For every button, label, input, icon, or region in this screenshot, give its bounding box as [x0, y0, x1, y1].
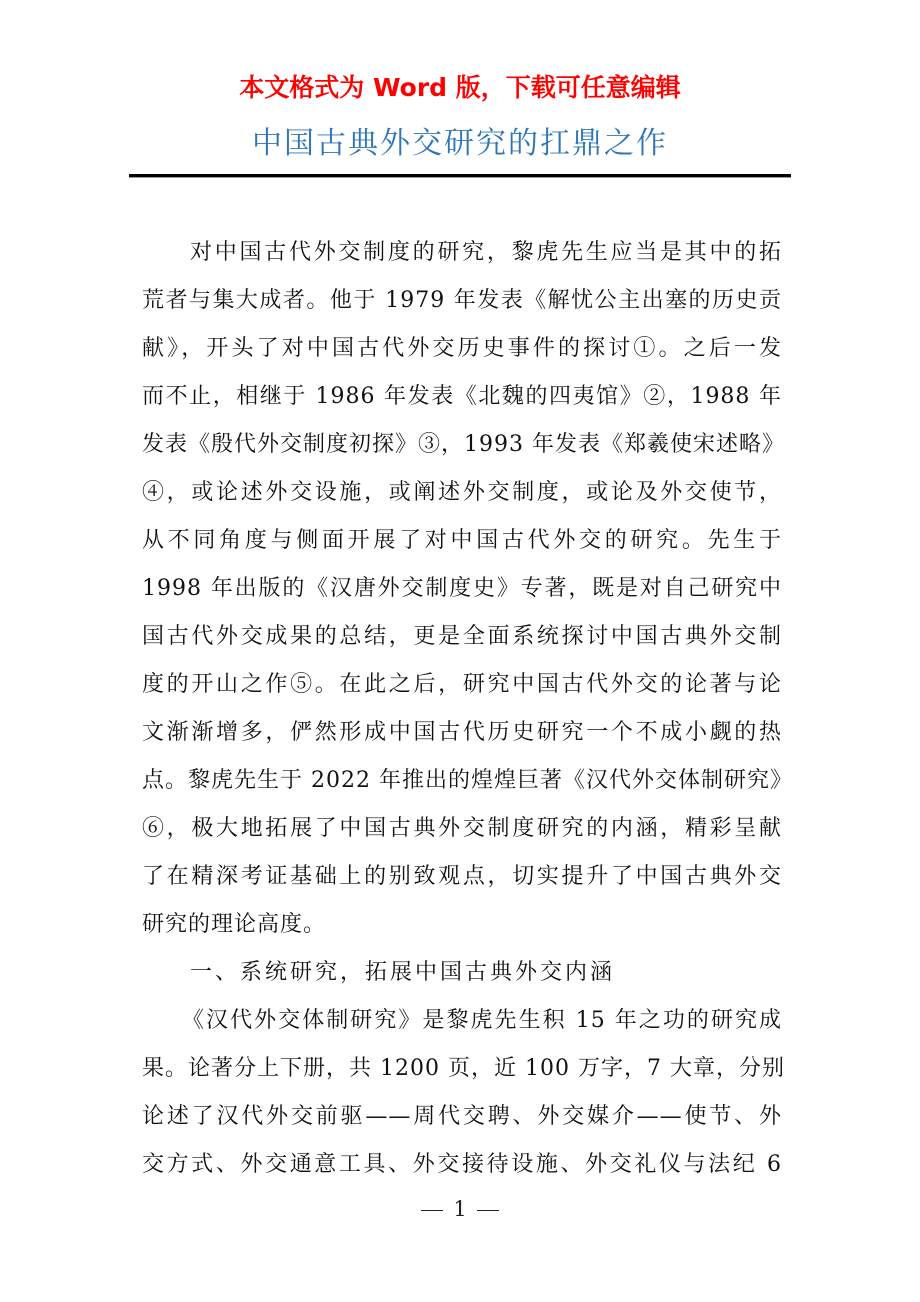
- text-line: ④，或论述外交设施，或阐述外交制度，或论及外交使节，: [142, 480, 782, 505]
- paragraph-intro: [142, 229, 793, 949]
- text-line: 了在精深考证基础上的别致观点，切实提升了中国古典外交: [142, 864, 782, 889]
- page-number: 1: [453, 1197, 467, 1221]
- text-line: 而不止，相继于 1986 年发表《北魏的四夷馆》②，1988 年: [142, 384, 782, 409]
- text-line: 《汉代外交体制研究》是黎虎先生积 15 年之功的研究成: [182, 1008, 782, 1033]
- text-line: 文渐渐增多，俨然形成中国古代历史研究一个不成小觑的热: [142, 720, 782, 745]
- text-line: 点。黎虎先生于 2022 年推出的煌煌巨著《汉代外交体制研究》: [142, 768, 793, 793]
- text-line: 度的开山之作⑤。在此之后，研究中国古代外交的论著与论: [142, 672, 782, 697]
- text-line: 国古代外交成果的总结，更是全面系统探讨中国古典外交制: [142, 624, 782, 649]
- text-line: 荒者与集大成者。他于 1979 年发表《解忧公主出塞的历史贡: [142, 288, 782, 313]
- title-divider: [129, 174, 791, 178]
- text-line: 1998 年出版的《汉唐外交制度史》专著，既是对自己研究中: [142, 576, 782, 601]
- text-line: 研究的理论高度。: [142, 912, 327, 937]
- section-heading: 一、系统研究，拓展中国古典外交内涵: [190, 960, 616, 985]
- text-line: 交方式、外交通意工具、外交接待设施、外交礼仪与法纪 6: [142, 1152, 782, 1177]
- text-line: 从不同角度与侧面开展了对中国古代外交的研究。先生于: [142, 528, 782, 553]
- editable-format-banner: 本文格式为 Word 版，下载可任意编辑: [239, 73, 681, 102]
- text-line: 献》，开头了对中国古代外交历史事件的探讨①。之后一发: [142, 336, 782, 361]
- document-body: [142, 229, 793, 1189]
- document-title: 中国古典外交研究的扛鼎之作: [252, 126, 668, 161]
- text-line: 果。论著分上下册，共 1200 页，近 100 万字，7 大章，分别: [142, 1056, 785, 1081]
- footer-dash-right: [477, 1210, 499, 1211]
- page-footer: [0, 1194, 920, 1224]
- text-line: 论述了汉代外交前驱——周代交聘、外交媒介——使节、外: [142, 1104, 782, 1129]
- text-line: 发表《殷代外交制度初探》③，1993 年发表《郑羲使宋述略》: [142, 432, 785, 457]
- footer-dash-left: [421, 1210, 443, 1211]
- paragraph-overview: [142, 997, 785, 1189]
- text-line: 对中国古代外交制度的研究，黎虎先生应当是其中的拓: [190, 240, 782, 265]
- text-line: ⑥，极大地拓展了中国古典外交制度研究的内涵，精彩呈献: [142, 816, 782, 841]
